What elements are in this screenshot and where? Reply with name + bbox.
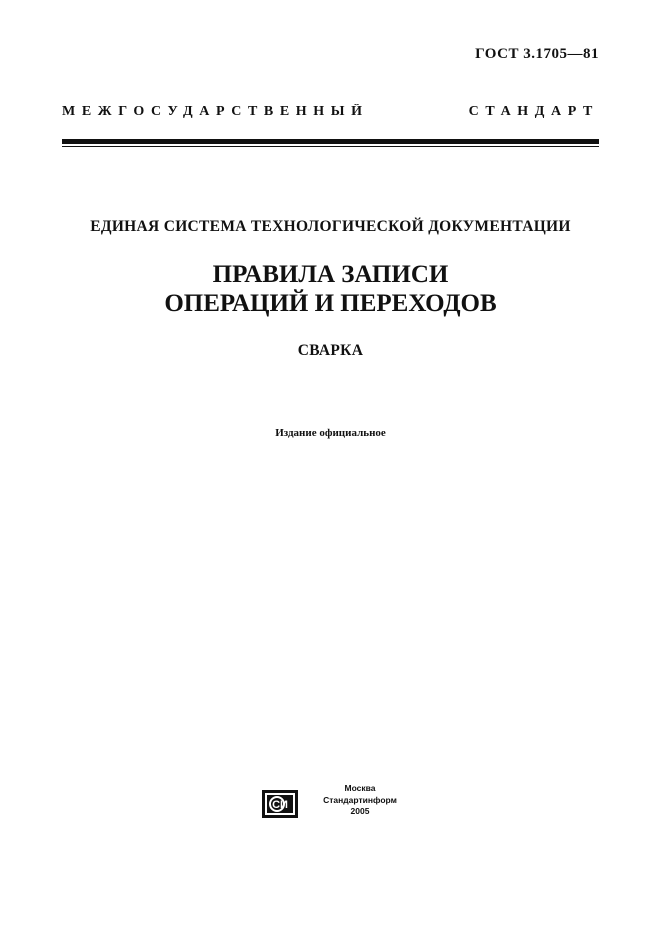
main-title-line-2: ОПЕРАЦИЙ И ПЕРЕХОДОВ xyxy=(164,290,497,317)
subtitle: СВАРКА xyxy=(297,342,364,359)
publisher-city: Москва xyxy=(344,783,376,793)
header-rule-thick xyxy=(62,139,599,144)
edition-note: Издание официальное xyxy=(275,427,386,439)
publisher-text xyxy=(312,783,408,818)
publisher-year: 2005 xyxy=(350,806,370,816)
logo-letters: СИ xyxy=(272,799,288,811)
main-title-line-1: ПРАВИЛА ЗАПИСИ xyxy=(212,261,449,288)
standard-type-heading: МЕЖГОСУДАРСТВЕННЫЙ СТАНДАРТ xyxy=(62,104,599,119)
standartinform-logo-icon xyxy=(262,790,298,818)
publisher-name: Стандартинформ xyxy=(323,794,397,805)
system-title: ЕДИНАЯ СИСТЕМА ТЕХНОЛОГИЧЕСКОЙ ДОКУМЕНТАЦИИ xyxy=(90,218,571,235)
header-rule-thin xyxy=(62,146,599,147)
main-title xyxy=(0,260,661,318)
doc-number: ГОСТ 3.1705—81 xyxy=(475,46,599,62)
publisher-block xyxy=(262,783,412,823)
